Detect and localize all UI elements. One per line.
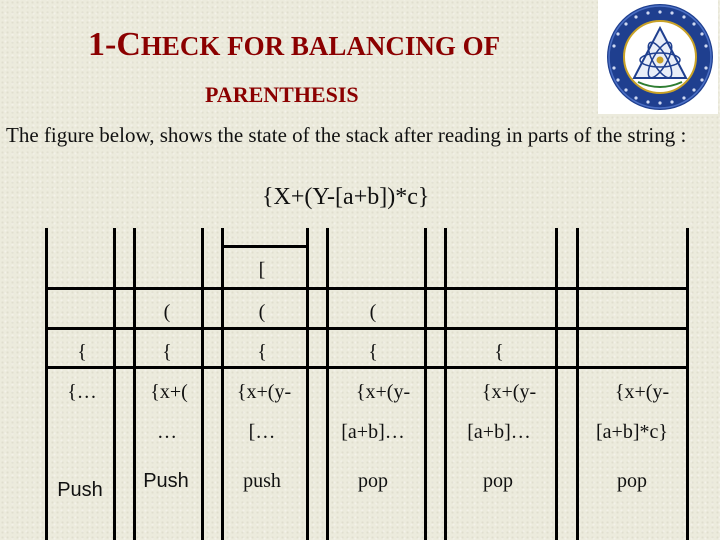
operation-label: pop [358,470,388,492]
stack-wall [424,228,427,540]
operation-label: push [243,470,281,492]
description-text: The figure below, shows the state of the stack after reading in parts of the string : [6,123,687,147]
seal-graphic [598,0,718,114]
slide-title-line2: PARENTHESIS [205,82,359,107]
stack-divider [45,327,689,330]
stack-item: ( [369,301,377,323]
read-string: {x+(y- [614,381,670,403]
stack-item: { [494,341,504,363]
read-string: {x+(y- [236,381,292,403]
title-first-letter: 1-C [88,26,141,63]
read-string-continued: [a+b]… [467,421,531,443]
operation-label: Push [143,470,189,492]
stack-item: [ [258,259,266,281]
slide-title [88,26,500,64]
read-string: {x+(y- [355,381,411,403]
read-string: {… [67,381,97,403]
stack-divider [221,245,309,248]
read-string-continued: [… [248,421,276,443]
stack-wall [113,228,116,540]
stack-wall [221,228,224,540]
stack-divider [45,366,689,369]
stack-wall [686,228,689,540]
university-seal-logo [598,0,718,114]
read-string-continued: [a+b]*c} [596,421,668,443]
stack-item: { [77,341,87,363]
stack-wall [306,228,309,540]
stack-item: { [162,341,172,363]
stack-wall [326,228,329,540]
stack-item: ( [258,301,266,323]
stack-item: { [257,341,267,363]
stack-item: { [368,341,378,363]
stack-item: ( [163,301,171,323]
operation-label: pop [483,470,513,492]
title-rest: HECK FOR BALANCING OF [140,31,501,61]
stack-wall [444,228,447,540]
stack-wall [555,228,558,540]
operation-label: Push [57,479,103,501]
read-string-continued: … [157,421,177,443]
operation-label: pop [617,470,647,492]
read-string: {x+( [150,381,188,403]
read-string-continued: [a+b]… [341,421,405,443]
stack-wall [45,228,48,540]
stack-divider [45,287,689,290]
stack-wall [576,228,579,540]
stack-wall [201,228,204,540]
input-expression: {X+(Y-[a+b])*c} [262,184,430,210]
read-string: {x+(y- [481,381,537,403]
stack-wall [133,228,136,540]
